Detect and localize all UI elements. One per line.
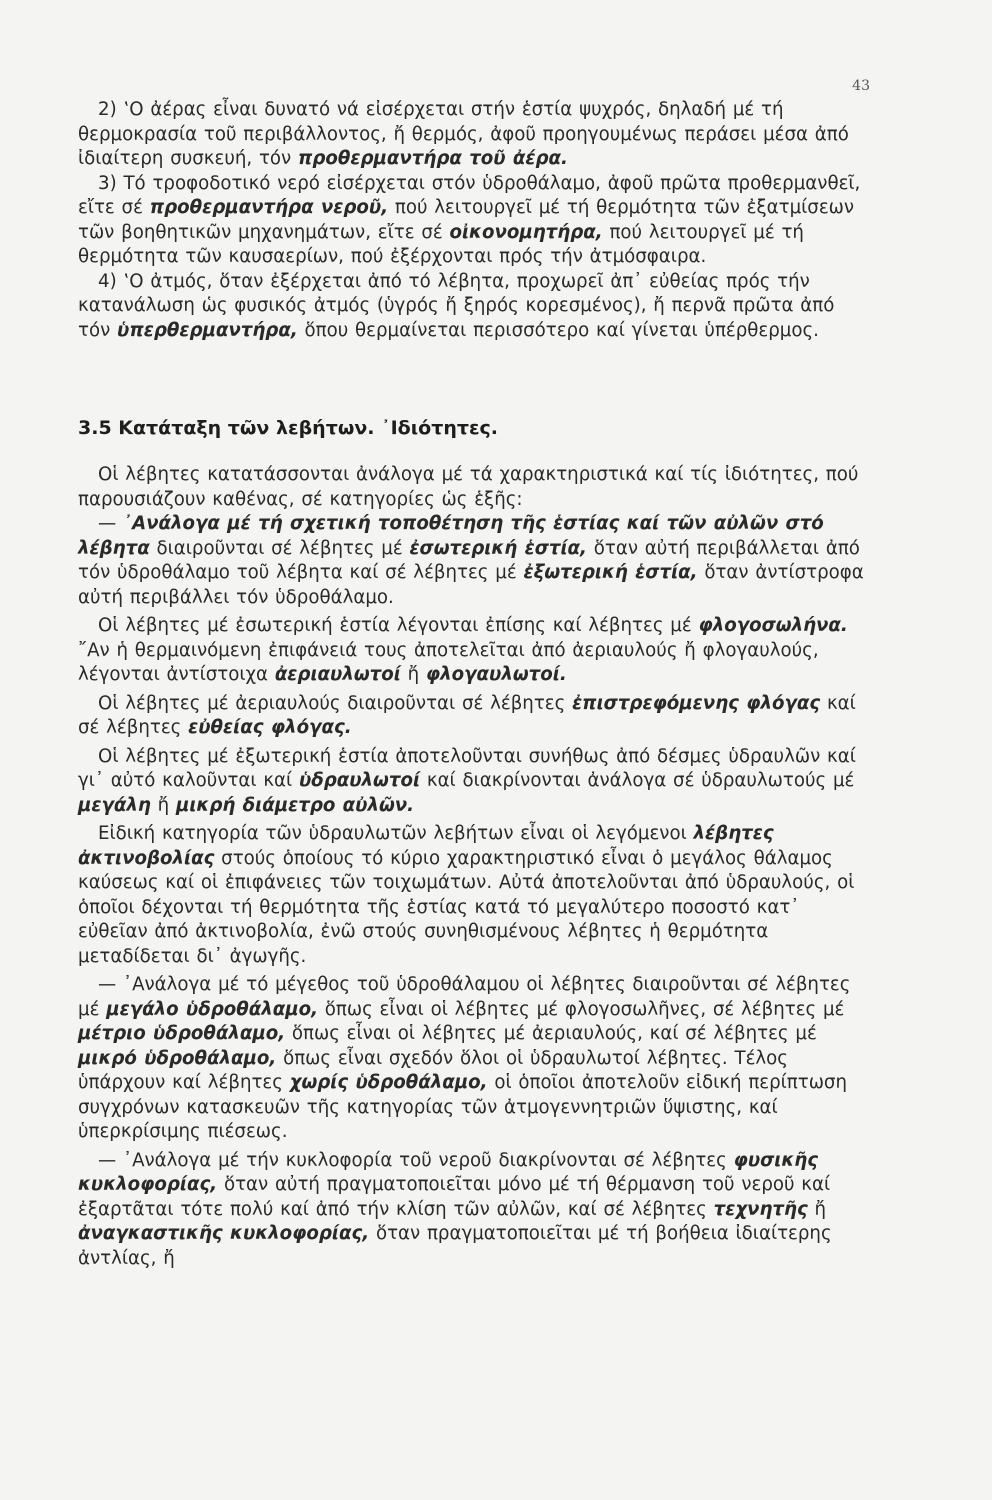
body-paragraph xyxy=(78,512,868,610)
section-heading: 3.5 Κατάταξη τῶν λεβήτων. ᾽Ιδιότητες. xyxy=(78,417,499,439)
text: στούς ὁποίους τό κύριο χαρακτηριστικό εἶναι ὁ μεγάλος θάλαμος καύσεως καί οἱ ἐπιφάνειες τῶν τοιχωμάτων. Αὐτά ἀποτελοῦνται ἀπό ὑδραυλούς, οἱ ὁποῖοι δέχονται τή θερμότητα τῆς ἑστίας κατά τό μεγαλύτερο ποσοστό κατ᾽ εὐθεῖαν ἀπό ἀκτινοβολία, ἐνῶ στούς συνηθισμένους λέβητες ἡ θερμότητα μεταδίδεται δι᾽ ἀγωγῆς. xyxy=(78,847,855,967)
body-paragraph xyxy=(78,822,868,969)
text: ὅπως εἶναι σχεδόν ὅλοι οἱ ὑδραυλωτοί λέβητες. Τέλος ὑπάρχουν καί λέβητες xyxy=(78,1047,788,1093)
term-superheater: ὑπερθερμαντήρα, xyxy=(117,319,298,341)
text: ἤ xyxy=(400,664,426,685)
text: ὅταν αὐτή περιβάλλεται ἀπό τόν ὑδροθάλαμο τοῦ λέβητα καί σέ λέβητες μέ xyxy=(78,537,860,583)
text: 3) Τό τροφοδοτικό νερό εἰσέρχεται στόν ὑδροθάλαμο, ἀφοῦ πρῶτα προθερμανθεῖ, εἴτε σέ xyxy=(78,172,861,218)
text: — ᾽Ανάλογα μέ τήν κυκλοφορία τοῦ νεροῦ διακρίνονται σέ λέβητες xyxy=(98,1149,734,1171)
term-water-preheater: προθερμαντήρα νεροῦ, xyxy=(149,197,389,218)
text: πού λειτουργεῖ μέ τή θερμότητα τῶν καυσαερίων, πού ἐξέρχονται πρός τήν ἀτμόσφαιρα. xyxy=(78,221,804,267)
list-item-2 xyxy=(78,98,868,172)
page-number: 43 xyxy=(852,78,870,94)
text: — xyxy=(98,513,123,534)
term: φλογοσωλήνα. xyxy=(698,615,848,636)
term-air-preheater: προθερμαντήρα τοῦ ἀέρα. xyxy=(297,148,568,169)
text: ὅταν αὐτή πραγματοποιεῖται μόνο μέ τή θέρμανση τοῦ νεροῦ καί ἐξαρτᾶται τότε πολύ καί ἀπό τήν κλίση τῶν αὐλῶν, καί σέ λέβητες xyxy=(78,1174,831,1220)
text: Οἱ λέβητες μέ ἐξωτερική ἑστία ἀποτελοῦνται συνήθως ἀπό δέσμες ὑδραυλῶν καί γι᾽ αὐτό καλοῦνται καί xyxy=(78,745,856,791)
text: — ᾽Ανάλογα μέ τό μέγεθος τοῦ ὑδροθάλαμου οἱ λέβητες διαιροῦνται σέ λέβητες μέ xyxy=(78,974,851,1020)
text: ὅπως εἶναι οἱ λέβητες μέ ἀεριαυλούς, καί σέ λέβητες μέ xyxy=(285,1023,817,1044)
term: μέτριο ὑδροθάλαμο, xyxy=(78,1023,286,1044)
term: ἀεριαυλωτοί xyxy=(274,664,401,685)
text: ὅπου θερμαίνεται περισσότερο καί γίνεται ὑπέρθερμος. xyxy=(297,319,819,341)
term: εὐθείας φλόγας. xyxy=(188,717,352,738)
page-content xyxy=(78,98,868,1271)
text: διαιροῦνται σέ λέβητες μέ xyxy=(149,537,410,559)
term: ὑδραυλωτοί xyxy=(298,770,421,791)
body-paragraph xyxy=(78,973,868,1145)
term: ᾽Ανάλογα μέ τή σχετική τοποθέτηση τῆς ἑστίας καί τῶν αὐλῶν στό λέβητα xyxy=(78,513,824,559)
text: Οἱ λέβητες μέ ἐσωτερική ἑστία λέγονται ἐπίσης καί λέβητες μέ xyxy=(98,615,699,636)
text: 4) ‛Ο ἀτμός, ὅταν ἐξέρχεται ἀπό τό λέβητα, προχωρεῖ ἀπ᾽ εὐθείας πρός τήν κατανάλωση ὡς φυσικός ἀτμός (ὑγρός ἤ ξηρός κορεσμένος), ἤ περνᾶ πρῶτα ἀπό τόν xyxy=(78,270,835,341)
term: λέβητες ἀκτινοβολίας xyxy=(78,823,774,869)
text: οἱ ὁποῖοι ἀποτελοῦν εἰδική περίπτωση συγχρόνων κατασκευῶν τῆς κατηγορίας τῶν ἀτμογεννητριῶν ὕψιστης, καί ὑπερκρίσιμης πιέσεως. xyxy=(78,1072,847,1142)
term: φυσικῆς κυκλοφορίας, xyxy=(78,1149,819,1195)
text: ὅπως εἶναι οἱ λέβητες μέ φλογοσωλῆνες, σέ λέβητες μέ xyxy=(318,998,845,1020)
term: ἐσωτερική ἑστία, xyxy=(409,537,587,559)
body-paragraph xyxy=(78,614,868,688)
body-paragraph xyxy=(78,1149,868,1272)
term: τεχνητῆς xyxy=(713,1198,808,1220)
text: ὅταν πραγματοποιεῖται μέ τή βοήθεια ἰδιαίτερης ἀντλίας, ἤ xyxy=(78,1223,832,1269)
term: μεγάλο ὑδροθάλαμο, xyxy=(106,998,318,1020)
text: Οἱ λέβητες μέ ἀεριαυλούς διαιροῦνται σέ λέβητες xyxy=(98,692,573,714)
term: χωρίς ὑδροθάλαμο, xyxy=(289,1072,488,1093)
text: ῎Αν ἡ θερμαινόμενη ἐπιφάνειά τους ἀποτελεῖται ἀπό ἀεριαυλούς ἤ φλογαυλούς, λέγονται ἀντίστοιχα xyxy=(78,639,819,685)
list-item-3 xyxy=(78,172,868,270)
body-paragraph xyxy=(78,745,868,819)
term: μικρή διάμετρο αὐλῶν. xyxy=(175,794,415,816)
body-paragraph xyxy=(78,692,868,741)
term: ἐπιστρεφόμενης φλόγας xyxy=(572,692,821,714)
term: ἀναγκαστικῆς κυκλοφορίας, xyxy=(78,1223,370,1244)
term: μικρό ὑδροθάλαμο, xyxy=(78,1047,277,1069)
text: Εἰδική κατηγορία τῶν ὑδραυλωτῶν λεβήτων εἶναι οἱ λεγόμενοι xyxy=(98,823,694,844)
term-economizer: οἰκονομητήρα, xyxy=(449,221,603,243)
body-paragraph xyxy=(78,463,868,512)
text: ὅταν ἀντίστροφα αὐτή περιβάλλει τόν ὑδροθάλαμο. xyxy=(78,562,864,608)
text: Οἱ λέβητες κατατάσσονται ἀνάλογα μέ τά χαρακτηριστικά καί τίς ἰδιότητες, πού παρουσιάζουν καθένας, σέ κατηγορίες ὡς ἑξῆς: xyxy=(78,464,859,510)
text: 2) ‛Ο ἀέρας εἶναι δυνατό νά εἰσέρχεται στήν ἑστία ψυχρός, δηλαδή μέ τή θερμοκρασία τοῦ περιβάλλοντος, ἤ θερμός, ἀφοῦ προηγουμένως περάσει μέσα ἀπό ἰδιαίτερη συσκευή, τόν xyxy=(78,99,849,169)
text: καί σέ λέβητες xyxy=(78,692,856,738)
term: μεγάλη xyxy=(78,794,151,816)
list-item-4 xyxy=(78,270,868,344)
term: φλογαυλωτοί. xyxy=(425,664,567,685)
text: πού λειτουργεῖ μέ τή θερμότητα τῶν ἐξατμίσεων τῶν βοηθητικῶν μηχανημάτων, εἴτε σέ xyxy=(78,197,855,243)
text: ἤ xyxy=(807,1198,827,1220)
text: ἤ xyxy=(150,794,176,816)
term: ἐξωτερική ἑστία, xyxy=(523,562,698,583)
text: καί διακρίνονται ἀνάλογα σέ ὑδραυλωτούς μέ xyxy=(420,770,855,791)
